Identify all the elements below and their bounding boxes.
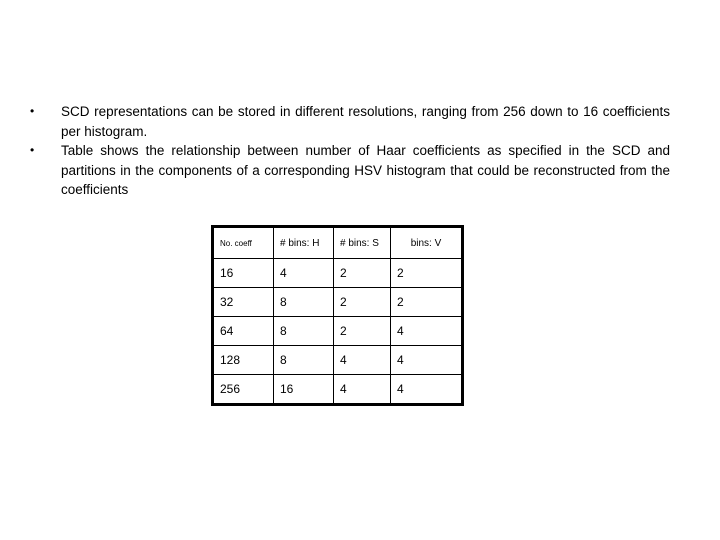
bullet-marker: • <box>30 104 35 118</box>
table-cell: 2 <box>391 288 462 317</box>
bullet-marker: • <box>30 143 35 157</box>
table-cell: 4 <box>391 375 462 404</box>
bullet-text: Table shows the relationship between number of Haar coefficients as specified in the SCD and partitions in the components of a corresponding HSV histogram that could be reconstructed from the coefficients <box>61 143 670 197</box>
table-cell: 16 <box>274 375 334 404</box>
table-row <box>214 288 462 317</box>
table-cell: 2 <box>391 259 462 288</box>
bullet-list <box>30 102 670 200</box>
table-header-row <box>214 228 462 259</box>
table-cell: 64 <box>214 317 274 346</box>
table-cell: 128 <box>214 346 274 375</box>
coefficients-table <box>213 227 462 404</box>
table-cell: 4 <box>334 346 391 375</box>
header-bins-s: # bins: S <box>334 228 391 259</box>
header-bins-v: bins: V <box>391 228 462 259</box>
table-cell: 2 <box>334 288 391 317</box>
table-cell: 8 <box>274 288 334 317</box>
table-cell: 4 <box>334 375 391 404</box>
bullet-text: SCD representations can be stored in different resolutions, ranging from 256 down to 16 coefficients per histogram. <box>61 104 670 139</box>
table-row <box>214 259 462 288</box>
table-cell: 4 <box>391 346 462 375</box>
table-cell: 32 <box>214 288 274 317</box>
table-cell: 8 <box>274 317 334 346</box>
table-row <box>214 346 462 375</box>
table-cell: 256 <box>214 375 274 404</box>
table-cell: 8 <box>274 346 334 375</box>
table-cell: 4 <box>391 317 462 346</box>
table-row <box>214 375 462 404</box>
table-cell: 2 <box>334 259 391 288</box>
header-no-coeff: No. coeff <box>214 228 274 259</box>
header-bins-h: # bins: H <box>274 228 334 259</box>
bullet-item-resolutions <box>30 102 670 141</box>
table-row <box>214 317 462 346</box>
coefficients-table-container <box>211 225 464 406</box>
table-cell: 16 <box>214 259 274 288</box>
table-cell: 2 <box>334 317 391 346</box>
bullet-item-table-description <box>30 141 670 200</box>
table-cell: 4 <box>274 259 334 288</box>
